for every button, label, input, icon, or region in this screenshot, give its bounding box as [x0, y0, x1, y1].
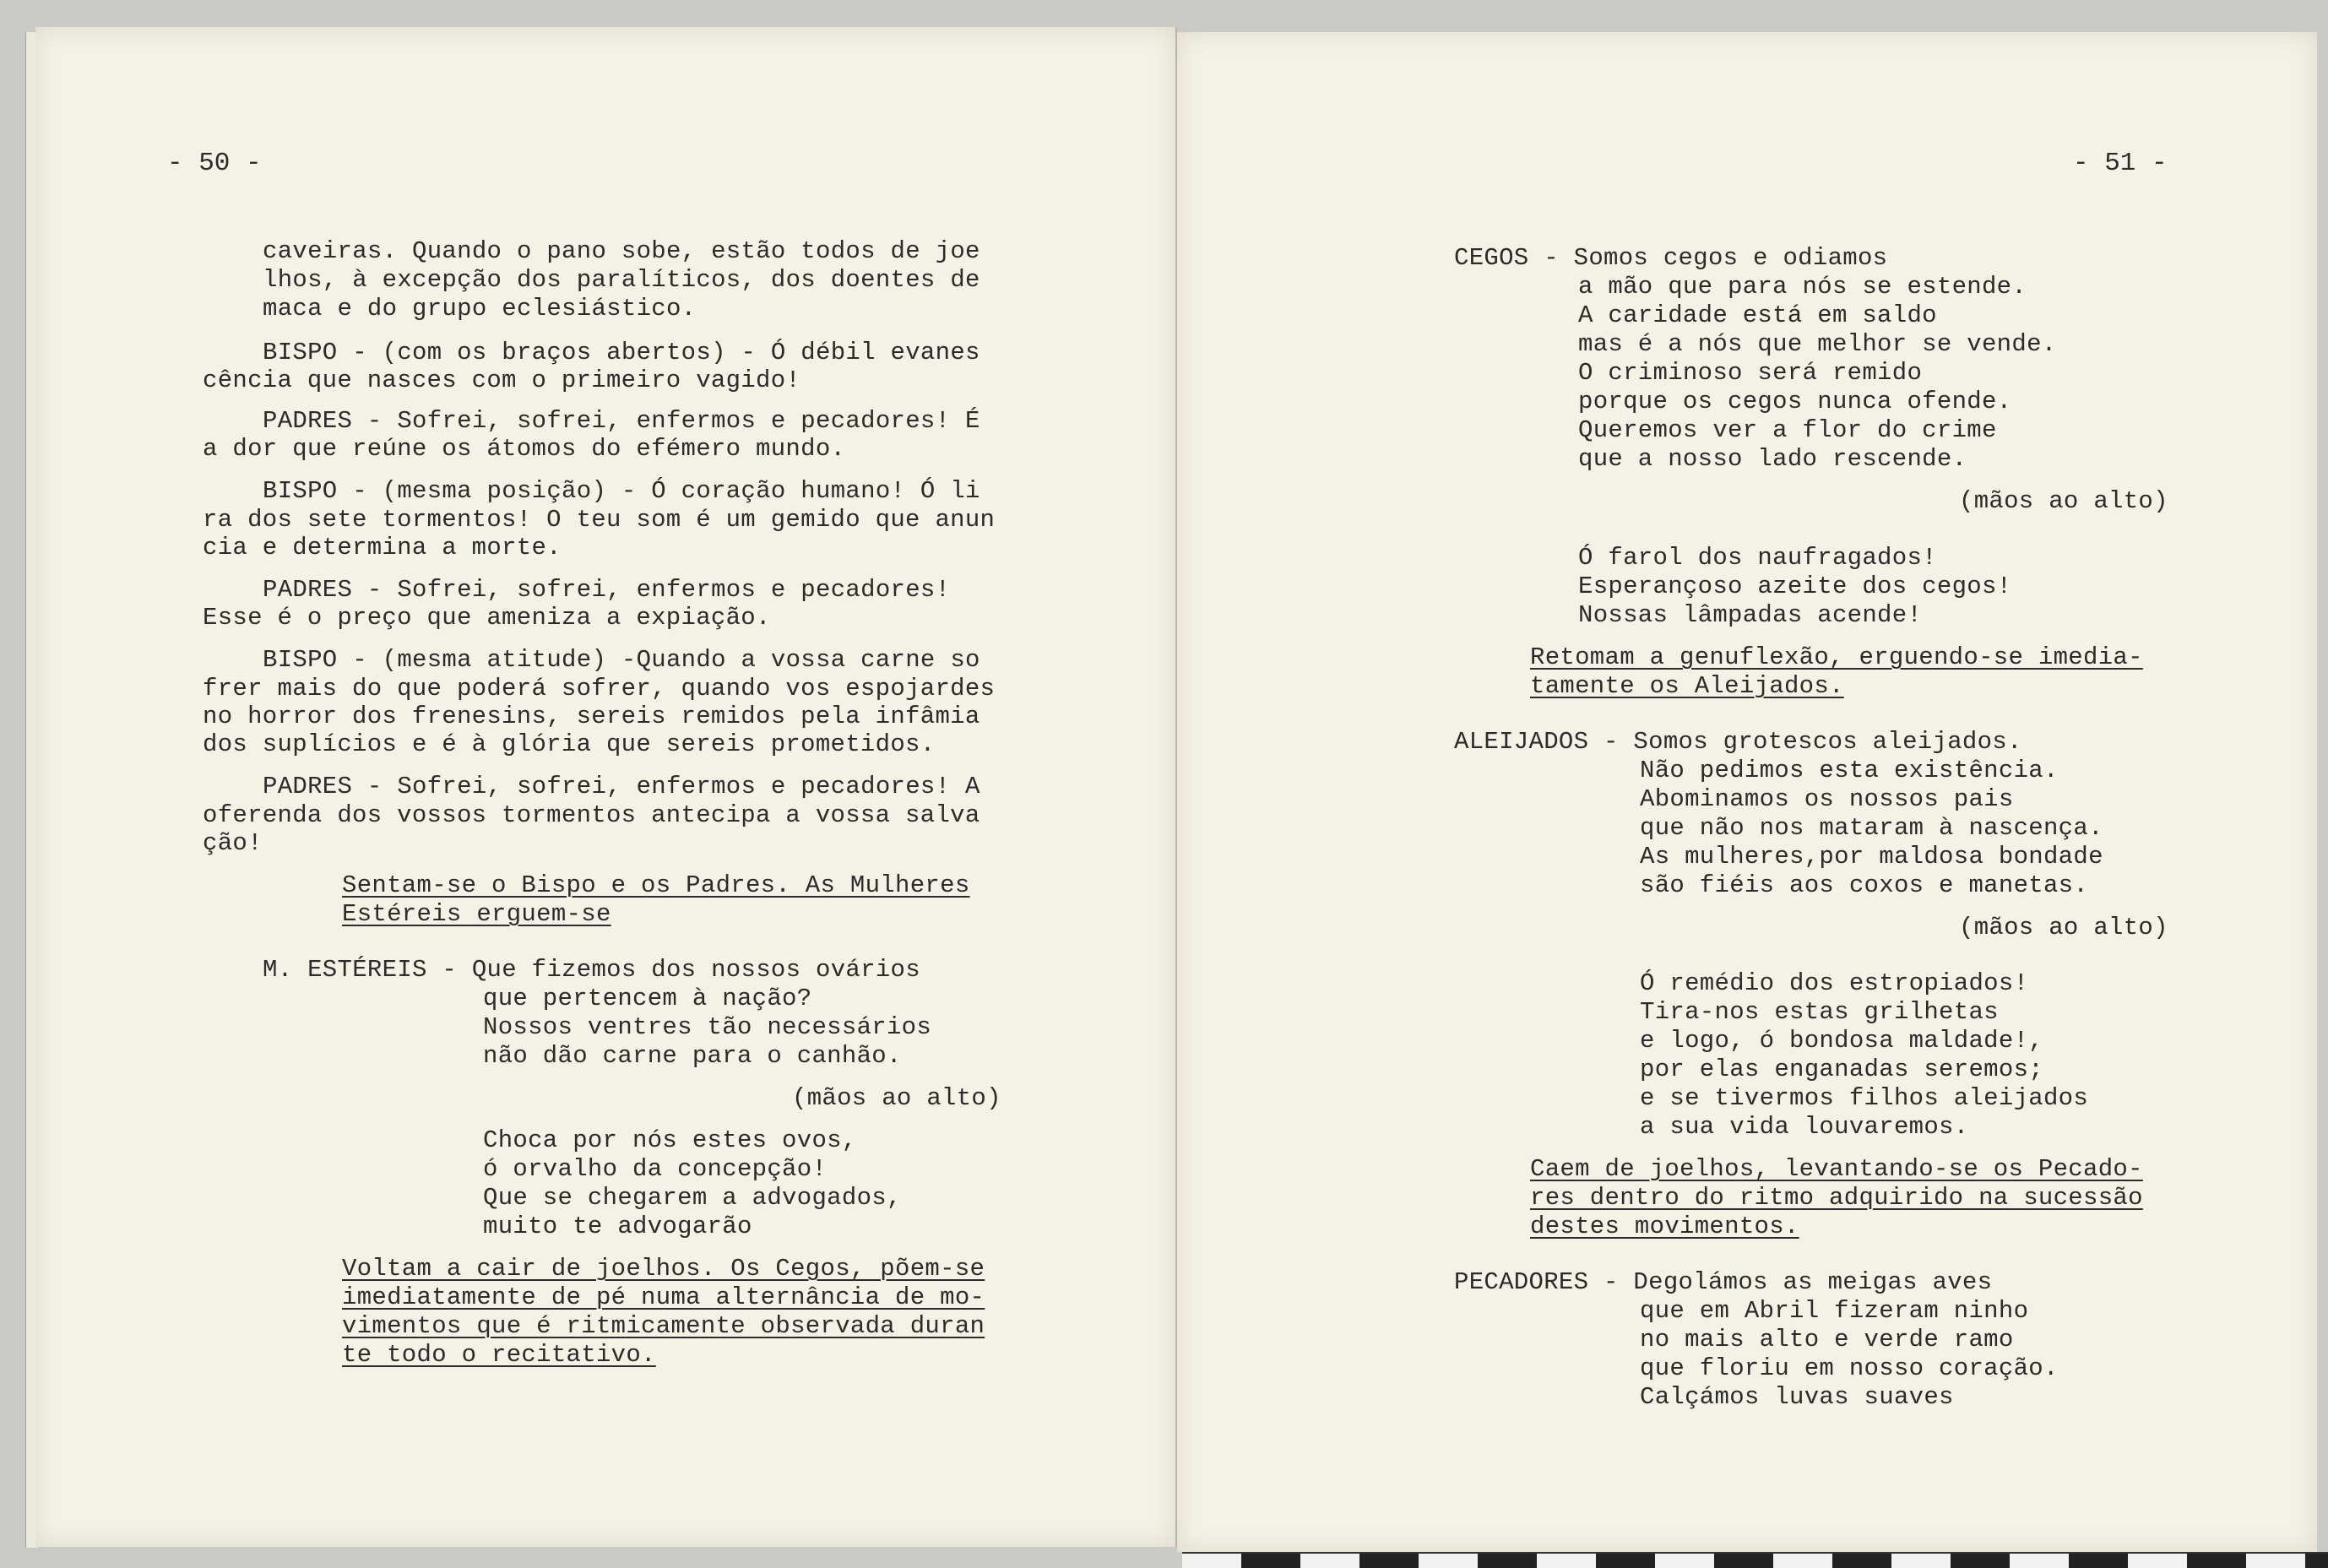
verse-line: Queremos ver a flor do crime — [1578, 416, 1997, 444]
verse-line: no mais alto e verde ramo — [1640, 1326, 2014, 1354]
verse-line: que pertencem à nação? — [483, 985, 812, 1012]
verse-line: Ó remédio dos estropiados! — [1640, 969, 2029, 997]
verse-line: que floriu em nosso coração. — [1640, 1354, 2059, 1382]
text-line: no horror dos frenesins, sereis remidos pela infâmia — [203, 703, 980, 730]
verse-line: e logo, ó bondosa maldade!, — [1640, 1027, 2043, 1055]
stage-direction: te todo o recitativo. — [342, 1341, 656, 1369]
speech-bispo: BISPO - (mesma posição) - Ó coração humano! Ó li — [263, 477, 980, 505]
text-line: ra dos sete tormentos! O teu som é um gemido que anun — [203, 506, 996, 534]
verse-line: A caridade está em saldo — [1578, 301, 1937, 329]
verse-line: por elas enganadas seremos; — [1640, 1055, 2043, 1083]
verse-line: Nossos ventres tão necessários — [483, 1013, 932, 1041]
verse-line: Ó farol dos naufragados! — [1578, 544, 1937, 572]
text-line: ção! — [203, 829, 263, 857]
speech-bispo: BISPO - (mesma atitude) -Quando a vossa carne so — [263, 646, 980, 674]
stage-direction: res dentro do ritmo adquirido na sucessão — [1530, 1184, 2143, 1212]
stage-direction: Voltam a cair de joelhos. Os Cegos, põem-se — [342, 1255, 985, 1283]
text-line: lhos, à excepção dos paralíticos, dos doentes de — [263, 266, 980, 294]
verse-line: a sua vida louvaremos. — [1640, 1113, 1969, 1141]
stage-direction: (mãos ao alto) — [1959, 914, 2168, 941]
text-line: oferenda dos vossos tormentos antecipa a vossa salva — [203, 801, 980, 829]
stage-direction: Caem de joelhos, levantando-se os Pecado- — [1530, 1155, 2143, 1183]
stage-direction: Sentam-se o Bispo e os Padres. As Mulheres — [342, 871, 970, 899]
text-line: caveiras. Quando o pano sobe, estão todos de joe — [263, 237, 980, 265]
verse-line: ó orvalho da concepção! — [483, 1155, 828, 1183]
speech-bispo: BISPO - (com os braços abertos) - Ó débil evanes — [263, 339, 980, 366]
verse-line: são fiéis aos coxos e manetas. — [1640, 871, 2089, 899]
verse-line: que a nosso lado rescende. — [1578, 445, 1967, 473]
speech-pecadores: PECADORES - Degolámos as meigas aves — [1454, 1268, 1993, 1296]
stage-direction: destes movimentos. — [1530, 1213, 1799, 1240]
page-number-left: - 50 - — [167, 149, 262, 178]
speech-padres: PADRES - Sofrei, sofrei, enfermos e pecadores! — [263, 576, 951, 604]
verse-line: que em Abril fizeram ninho — [1640, 1297, 2029, 1325]
verse-line: Abominamos os nossos pais — [1640, 785, 2014, 813]
verse-line: Choca por nós estes ovos, — [483, 1126, 857, 1154]
stage-direction: Estéreis erguem-se — [342, 900, 611, 928]
verse-line: Esperançoso azeite dos cegos! — [1578, 572, 2012, 600]
speech-padres: PADRES - Sofrei, sofrei, enfermos e pecadores! É — [263, 407, 980, 435]
text-line: maca e do grupo eclesiástico. — [263, 295, 697, 323]
speech-mulheres-estereis: M. ESTÉREIS - Que fizemos dos nossos ovários — [263, 956, 920, 984]
speech-padres: PADRES - Sofrei, sofrei, enfermos e pecadores! A — [263, 773, 980, 800]
stage-direction: Retomam a genuflexão, erguendo-se imedia- — [1530, 643, 2143, 671]
verse-line: e se tivermos filhos aleijados — [1640, 1084, 2089, 1112]
text-line: cência que nasces com o primeiro vagido! — [203, 366, 801, 394]
text-line: a dor que reúne os átomos do efémero mundo. — [203, 435, 846, 463]
stage-direction: (mãos ao alto) — [792, 1084, 1001, 1112]
verse-line: Calçámos luvas suaves — [1640, 1383, 1954, 1411]
text-line: frer mais do que poderá sofrer, quando vos espojardes — [203, 675, 996, 703]
verse-line: Não pedimos esta existência. — [1640, 757, 2059, 784]
verse-line: As mulheres,por maldosa bondade — [1640, 843, 2103, 871]
text-line: cia e determina a morte. — [203, 534, 562, 562]
stage-direction: (mãos ao alto) — [1959, 487, 2168, 515]
speech-aleijados: ALEIJADOS - Somos grotescos aleijados. — [1454, 728, 2022, 756]
scale-ruler — [1182, 1552, 2328, 1568]
page-number-right: - 51 - — [2073, 149, 2168, 178]
verse-line: Nossas lâmpadas acende! — [1578, 601, 1923, 629]
verse-line: Tira-nos estas grilhetas — [1640, 998, 1999, 1026]
verse-line: não dão carne para o canhão. — [483, 1042, 902, 1070]
verse-line: porque os cegos nunca ofende. — [1578, 388, 2012, 415]
verse-line: que não nos mataram à nascença. — [1640, 814, 2103, 842]
text-line: dos suplícios e é à glória que sereis prometidos. — [203, 730, 936, 758]
stage-direction: imediatamente de pé numa alternância de mo- — [342, 1283, 985, 1311]
stage-direction: tamente os Aleijados. — [1530, 672, 1844, 700]
verse-line: a mão que para nós se estende. — [1578, 273, 2027, 301]
verse-line: Que se chegarem a advogados, — [483, 1184, 902, 1212]
text-line: Esse é o preço que ameniza a expiação. — [203, 604, 771, 632]
verse-line: O criminoso será remido — [1578, 359, 1923, 387]
verse-line: muito te advogarão — [483, 1213, 752, 1240]
speech-cegos: CEGOS - Somos cegos e odiamos — [1454, 244, 1888, 272]
verse-line: mas é a nós que melhor se vende. — [1578, 330, 2057, 358]
stage-direction: vimentos que é ritmicamente observada duran — [342, 1312, 985, 1340]
